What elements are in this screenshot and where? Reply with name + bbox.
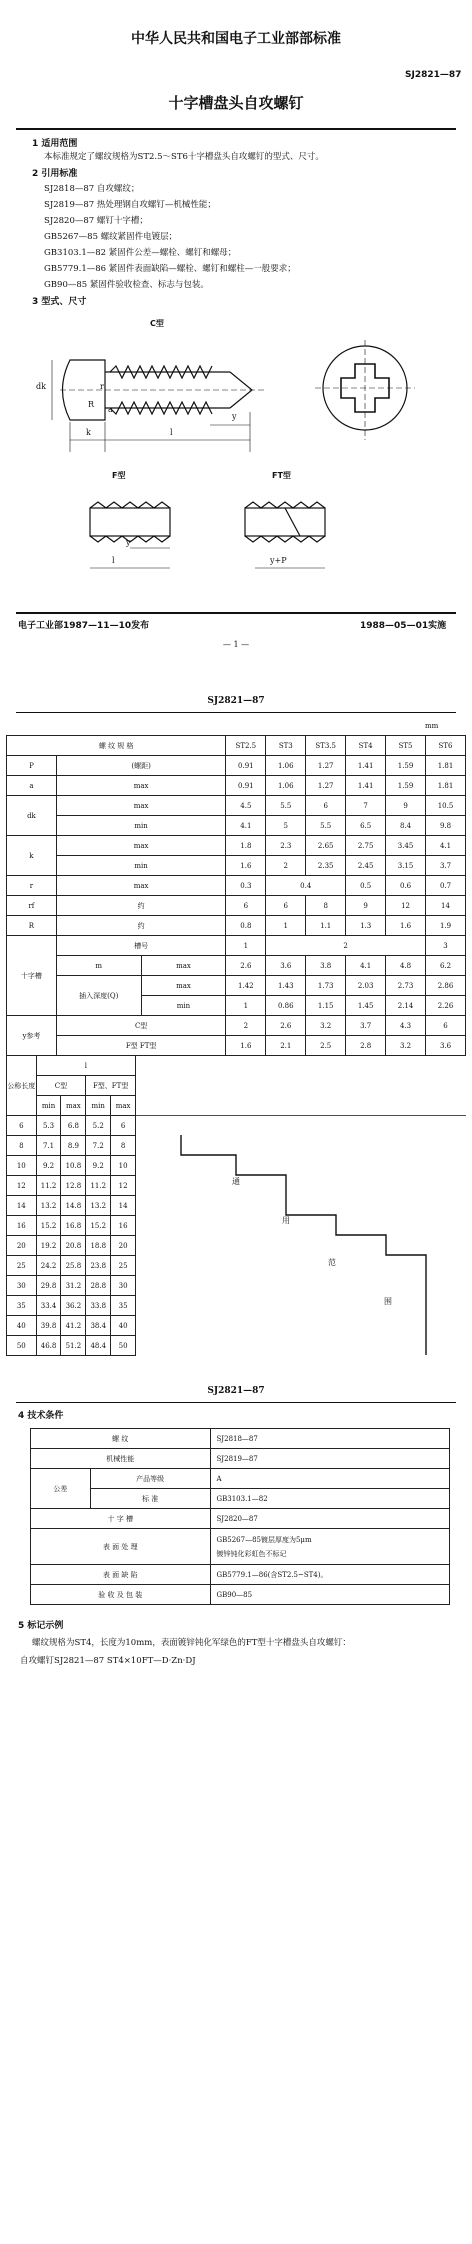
cell: 1 xyxy=(226,996,266,1016)
ref-item: GB5779.1—86 紧固件表面缺陷—螺栓、螺钉和螺柱—一般要求； xyxy=(44,264,296,274)
cell: 0.4 xyxy=(266,876,346,896)
length-cell: 38.4 xyxy=(86,1316,111,1336)
length-cell: 19.2 xyxy=(36,1236,61,1256)
cell: 0.91 xyxy=(226,756,266,776)
length-cell: 9.2 xyxy=(86,1156,111,1176)
max-header: max xyxy=(61,1096,86,1116)
length-cell: 18.8 xyxy=(86,1236,111,1256)
cell: 0.91 xyxy=(226,776,266,796)
cell: 3.45 xyxy=(386,836,426,856)
length-cell: 30 xyxy=(7,1276,37,1296)
ft-type-label: FT型 xyxy=(272,471,291,480)
length-cell: 41.2 xyxy=(61,1316,86,1336)
table-row xyxy=(7,956,466,976)
row-symbol: dk xyxy=(7,796,57,836)
length-cell: 10 xyxy=(111,1156,136,1176)
cell: 8 xyxy=(306,896,346,916)
standard-code: SJ2821—87 xyxy=(405,70,462,80)
size-header: ST3 xyxy=(266,736,306,756)
zone-word: 范 xyxy=(328,1258,336,1267)
cell: 10.5 xyxy=(426,796,466,816)
length-row xyxy=(7,1176,136,1196)
table-row xyxy=(7,896,466,916)
length-cell: 5.3 xyxy=(36,1116,61,1136)
cell: 2.03 xyxy=(346,976,386,996)
cell: 8.4 xyxy=(386,816,426,836)
length-cell: 39.8 xyxy=(36,1316,61,1336)
table-row xyxy=(7,756,466,776)
cell: 2.3 xyxy=(266,836,306,856)
cell: 3.6 xyxy=(266,956,306,976)
cell: 4.1 xyxy=(426,836,466,856)
tech-value: GB3103.1—82 xyxy=(210,1489,449,1509)
len-c-header: C型 xyxy=(36,1076,86,1096)
row-qualifier: min xyxy=(56,816,226,836)
cross-recess-label: 十字槽 xyxy=(7,936,57,1016)
row-qualifier: (螺距) xyxy=(56,756,226,776)
length-row xyxy=(7,1116,136,1136)
nominal-length-label: 公称长度 xyxy=(7,1056,37,1116)
table-row xyxy=(7,936,466,956)
cell: 0.86 xyxy=(266,996,306,1016)
section-4-title: 4 技术条件 xyxy=(18,1411,64,1421)
cell: 4.8 xyxy=(386,956,426,976)
cell: 1.6 xyxy=(226,856,266,876)
cell: 1.41 xyxy=(346,756,386,776)
length-row xyxy=(7,1236,136,1256)
ref-item: SJ2820—87 螺钉十字槽； xyxy=(44,216,148,226)
spec-header: 螺 纹 规 格 xyxy=(7,736,226,756)
org-title: 中华人民共和国电子工业部部标准 xyxy=(131,31,341,47)
row-qualifier: min xyxy=(141,996,226,1016)
cell: 1.73 xyxy=(306,976,346,996)
length-cell: 6 xyxy=(7,1116,37,1136)
header-rule xyxy=(16,128,456,130)
length-cell: 11.2 xyxy=(86,1176,111,1196)
document-title: 十字槽盘头自攻螺钉 xyxy=(168,94,304,112)
row-symbol: a xyxy=(7,776,57,796)
zone-word: 用 xyxy=(282,1216,290,1225)
length-cell: 35 xyxy=(7,1296,37,1316)
cell: 6 xyxy=(306,796,346,816)
cell: 3.8 xyxy=(306,956,346,976)
length-cell: 40 xyxy=(111,1316,136,1336)
row-qualifier: max xyxy=(141,976,226,996)
table-row xyxy=(7,816,466,836)
length-cell: 33.8 xyxy=(86,1296,111,1316)
length-cell: 25 xyxy=(7,1256,37,1276)
cell: 5.5 xyxy=(306,816,346,836)
ref-item: GB90—85 紧固件验收检查、标志与包装。 xyxy=(44,280,209,290)
cell: 4.3 xyxy=(386,1016,426,1036)
tech-key: 产品等级 xyxy=(90,1469,210,1489)
tech-value: GB5267—85镀层厚度为5μm xyxy=(216,1535,312,1544)
cell: 6 xyxy=(226,896,266,916)
section-2-title: 2 引用标准 xyxy=(32,169,78,179)
length-cell: 10.8 xyxy=(61,1156,86,1176)
length-cell: 23.8 xyxy=(86,1256,111,1276)
cell: 2.8 xyxy=(346,1036,386,1056)
marking-example-code: 自攻螺钉SJ2821—87 ST4×10FT—D·Zn·DJ xyxy=(20,1656,196,1666)
cell: 4.1 xyxy=(226,816,266,836)
row-qualifier: max xyxy=(56,796,226,816)
length-cell: 5.2 xyxy=(86,1116,111,1136)
f-type-row-label: F型 FT型 xyxy=(56,1036,226,1056)
row-symbol: rf xyxy=(7,896,57,916)
length-cell: 25.8 xyxy=(61,1256,86,1276)
ref-item: GB3103.1—82 紧固件公差—螺栓、螺钉和螺母； xyxy=(44,248,237,258)
row-qualifier: max xyxy=(56,776,226,796)
cell: 2.1 xyxy=(266,1036,306,1056)
length-cell: 8 xyxy=(111,1136,136,1156)
cell: 9 xyxy=(386,796,426,816)
length-cell: 7.1 xyxy=(36,1136,61,1156)
cell: 4.5 xyxy=(226,796,266,816)
length-cell: 30 xyxy=(111,1276,136,1296)
dim-y: y xyxy=(232,412,237,421)
usage-range-steps xyxy=(136,1115,466,1355)
length-cell: 29.8 xyxy=(36,1276,61,1296)
cell: 1.45 xyxy=(346,996,386,1016)
cell: 6 xyxy=(426,1016,466,1036)
length-cell: 48.4 xyxy=(86,1336,111,1356)
cell: 3.6 xyxy=(426,1036,466,1056)
tech-key: 验 收 及 包 装 xyxy=(31,1585,211,1605)
unit-label: mm xyxy=(425,722,439,730)
length-cell: 6.8 xyxy=(61,1116,86,1136)
f-ft-type-drawings xyxy=(70,488,420,588)
effective-date: 1988—05—01实施 xyxy=(360,621,447,631)
cell: 14 xyxy=(426,896,466,916)
length-row xyxy=(7,1196,136,1216)
length-cell: 8.9 xyxy=(61,1136,86,1156)
tech-value: GB5779.1—86(含ST2.5~ST4)。 xyxy=(210,1565,449,1585)
table-row xyxy=(7,836,466,856)
size-header: ST6 xyxy=(426,736,466,756)
cell: 1.81 xyxy=(426,776,466,796)
length-cell: 16.8 xyxy=(61,1216,86,1236)
dim-r: r xyxy=(100,382,104,391)
cell: 1.41 xyxy=(346,776,386,796)
tech-key: 螺 纹 xyxy=(31,1429,211,1449)
length-cell: 12 xyxy=(7,1176,37,1196)
dim-f-l: l xyxy=(112,556,115,565)
table-row xyxy=(7,776,466,796)
cell: 3.7 xyxy=(346,1016,386,1036)
size-header: ST3.5 xyxy=(306,736,346,756)
tech-value: SJ2819—87 xyxy=(210,1449,449,1469)
cell: 9 xyxy=(346,896,386,916)
tech-key: 表 面 处 理 xyxy=(31,1529,211,1565)
length-cell: 9.2 xyxy=(36,1156,61,1176)
dim-R: R xyxy=(88,400,95,409)
cell: 1.8 xyxy=(226,836,266,856)
cell: 0.8 xyxy=(226,916,266,936)
length-symbol: l xyxy=(36,1056,135,1076)
cell: 2 xyxy=(226,1016,266,1036)
length-cell: 12.8 xyxy=(61,1176,86,1196)
size-header: ST2.5 xyxy=(226,736,266,756)
row-qualifier: max xyxy=(141,956,226,976)
tolerance-label: 公差 xyxy=(31,1469,91,1509)
length-cell: 14.8 xyxy=(61,1196,86,1216)
cell: 12 xyxy=(386,896,426,916)
cell: 2.6 xyxy=(226,956,266,976)
cell: 2.45 xyxy=(346,856,386,876)
cell: 3.7 xyxy=(426,856,466,876)
f-type-label: F型 xyxy=(112,471,126,480)
size-header: ST4 xyxy=(346,736,386,756)
section-1-title: 1 适用范围 xyxy=(32,139,78,149)
cell: 2.26 xyxy=(426,996,466,1016)
row-qualifier: min xyxy=(56,856,226,876)
footer-rule xyxy=(16,612,456,614)
dim-l: l xyxy=(170,428,173,437)
dim-dk: dk xyxy=(36,382,46,391)
table-row xyxy=(7,856,466,876)
tech-value: SJ2820—87 xyxy=(210,1509,449,1529)
length-row xyxy=(7,1256,136,1276)
length-cell: 50 xyxy=(7,1336,37,1356)
length-cell: 12 xyxy=(111,1176,136,1196)
max-header: max xyxy=(111,1096,136,1116)
tech-key: 机械性能 xyxy=(31,1449,211,1469)
length-row xyxy=(7,1336,136,1356)
row-qualifier: max xyxy=(56,876,226,896)
section-3-title: 3 型式、尺寸 xyxy=(32,297,87,307)
cell: 1 xyxy=(226,936,266,956)
issued-date: 电子工业部1987—11—10发布 xyxy=(18,621,150,631)
cell: 2.75 xyxy=(346,836,386,856)
cell: 6.2 xyxy=(426,956,466,976)
cell: 0.6 xyxy=(386,876,426,896)
len-f-header: F型、FT型 xyxy=(86,1076,136,1096)
length-cell: 10 xyxy=(7,1156,37,1176)
length-cell: 50 xyxy=(111,1336,136,1356)
dim-f-y: y xyxy=(126,538,131,547)
cell: 7 xyxy=(346,796,386,816)
dim-ft-yp: y+P xyxy=(270,556,287,565)
min-header: min xyxy=(86,1096,111,1116)
tech-code: SJ2821—87 xyxy=(207,1386,265,1396)
row-symbol: r xyxy=(7,876,57,896)
c-type-row-label: C型 xyxy=(56,1016,226,1036)
table-row xyxy=(7,976,466,996)
row-symbol: P xyxy=(7,756,57,776)
cell: 1.27 xyxy=(306,756,346,776)
tech-value: SJ2818—87 xyxy=(210,1429,449,1449)
table-row xyxy=(7,1036,466,1056)
cell: 3.15 xyxy=(386,856,426,876)
length-cell: 14 xyxy=(7,1196,37,1216)
cell: 1.43 xyxy=(266,976,306,996)
length-cell: 7.2 xyxy=(86,1136,111,1156)
zone-word: 通 xyxy=(232,1177,240,1186)
cell: 1.59 xyxy=(386,756,426,776)
length-cell: 25 xyxy=(111,1256,136,1276)
length-row xyxy=(7,1216,136,1236)
cell: 2.73 xyxy=(386,976,426,996)
table-row xyxy=(7,876,466,896)
tech-key: 标 准 xyxy=(90,1489,210,1509)
cell: 4.1 xyxy=(346,956,386,976)
length-cell: 16 xyxy=(111,1216,136,1236)
length-cell: 20.8 xyxy=(61,1236,86,1256)
dim-k: k xyxy=(86,428,91,437)
page-number: — 1 — xyxy=(222,640,250,649)
insert-depth-label: 插入深度(Q) xyxy=(56,976,141,1016)
table-top-rule xyxy=(16,712,456,713)
tech-value: 镀锌钝化彩虹色不标记 xyxy=(216,1549,287,1558)
length-row xyxy=(7,1276,136,1296)
tech-table xyxy=(30,1428,450,1605)
cell: 2.14 xyxy=(386,996,426,1016)
cell: 3.2 xyxy=(306,1016,346,1036)
length-cell: 40 xyxy=(7,1316,37,1336)
length-cell: 33.4 xyxy=(36,1296,61,1316)
table-row xyxy=(7,916,466,936)
cell: 1.06 xyxy=(266,776,306,796)
cell: 2 xyxy=(266,856,306,876)
cell: 1.6 xyxy=(226,1036,266,1056)
cell: 2.86 xyxy=(426,976,466,996)
cell: 2.65 xyxy=(306,836,346,856)
length-cell: 15.2 xyxy=(36,1216,61,1236)
cell: 6 xyxy=(266,896,306,916)
length-cell: 24.2 xyxy=(36,1256,61,1276)
m-label: m xyxy=(56,956,141,976)
c-type-drawing xyxy=(30,330,450,460)
dimension-table xyxy=(6,735,466,1056)
cell: 1.6 xyxy=(386,916,426,936)
cell: 2 xyxy=(266,936,426,956)
length-cell: 46.8 xyxy=(36,1336,61,1356)
table-code: SJ2821—87 xyxy=(207,696,265,706)
length-cell: 20 xyxy=(7,1236,37,1256)
row-qualifier: max xyxy=(56,836,226,856)
cell: 2.35 xyxy=(306,856,346,876)
ref-item: SJ2818—87 自攻螺纹； xyxy=(44,184,140,194)
length-cell: 31.2 xyxy=(61,1276,86,1296)
length-cell: 6 xyxy=(111,1116,136,1136)
ref-item: SJ2819—87 热处理钢自攻螺钉—机械性能； xyxy=(44,200,216,210)
tech-value: A xyxy=(210,1469,449,1489)
min-header: min xyxy=(36,1096,61,1116)
row-qualifier: 约 xyxy=(56,896,226,916)
length-cell: 36.2 xyxy=(61,1296,86,1316)
cell: 0.7 xyxy=(426,876,466,896)
cell: 3.2 xyxy=(386,1036,426,1056)
cell: 5.5 xyxy=(266,796,306,816)
ref-item: GB5267—85 螺纹紧固件电镀层； xyxy=(44,232,178,242)
zone-word: 围 xyxy=(384,1297,392,1306)
cell: 1.42 xyxy=(226,976,266,996)
dim-a: a xyxy=(108,405,113,414)
cell: 1.9 xyxy=(426,916,466,936)
length-cell: 8 xyxy=(7,1136,37,1156)
cell: 3 xyxy=(426,936,466,956)
length-cell: 14 xyxy=(111,1196,136,1216)
cell: 1.81 xyxy=(426,756,466,776)
table-row xyxy=(7,796,466,816)
cell: 0.3 xyxy=(226,876,266,896)
tech-key: 十 字 槽 xyxy=(31,1509,211,1529)
cell: 1.27 xyxy=(306,776,346,796)
y-ref-label: y参考 xyxy=(7,1016,57,1056)
length-row xyxy=(7,1316,136,1336)
tech-value: GB90—85 xyxy=(210,1585,449,1605)
length-cell: 51.2 xyxy=(61,1336,86,1356)
row-symbol: k xyxy=(7,836,57,876)
section-5-title: 5 标记示例 xyxy=(18,1621,64,1631)
cell: 1 xyxy=(266,916,306,936)
length-cell: 28.8 xyxy=(86,1276,111,1296)
length-cell: 15.2 xyxy=(86,1216,111,1236)
length-cell: 16 xyxy=(7,1216,37,1236)
slot-label: 槽号 xyxy=(56,936,226,956)
length-cell: 35 xyxy=(111,1296,136,1316)
size-header: ST5 xyxy=(386,736,426,756)
row-symbol: R xyxy=(7,916,57,936)
length-cell: 20 xyxy=(111,1236,136,1256)
cell: 9.8 xyxy=(426,816,466,836)
length-cell: 13.2 xyxy=(86,1196,111,1216)
marking-example-text: 螺纹规格为ST4，长度为10mm，表面镀锌钝化军绿色的FT型十字槽盘头自攻螺钉： xyxy=(32,1638,351,1648)
section-1-text: 本标准规定了螺纹规格为ST2.5～ST6十字槽盘头自攻螺钉的型式、尺寸。 xyxy=(44,152,324,162)
cell: 5 xyxy=(266,816,306,836)
cell: 1.15 xyxy=(306,996,346,1016)
c-type-label: C型 xyxy=(150,319,164,328)
cell: 0.5 xyxy=(346,876,386,896)
length-cell: 13.2 xyxy=(36,1196,61,1216)
cell: 1.59 xyxy=(386,776,426,796)
length-cell: 11.2 xyxy=(36,1176,61,1196)
row-qualifier: 约 xyxy=(56,916,226,936)
table-row xyxy=(7,1016,466,1036)
tech-top-rule xyxy=(16,1402,456,1403)
cell: 2.5 xyxy=(306,1036,346,1056)
length-row xyxy=(7,1156,136,1176)
cell: 1.06 xyxy=(266,756,306,776)
cell: 6.5 xyxy=(346,816,386,836)
length-row xyxy=(7,1136,136,1156)
cell: 1.1 xyxy=(306,916,346,936)
length-table xyxy=(6,1055,136,1356)
length-row xyxy=(7,1296,136,1316)
cell: 1.3 xyxy=(346,916,386,936)
cell: 2.6 xyxy=(266,1016,306,1036)
tech-key: 表 面 缺 陷 xyxy=(31,1565,211,1585)
